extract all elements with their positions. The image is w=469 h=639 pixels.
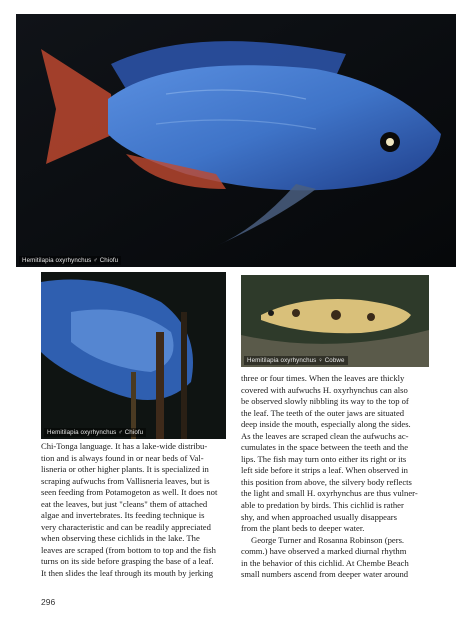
photo-caption: Hemitilapia oxyrhynchus ♂ Chiofu bbox=[19, 256, 121, 265]
text-line: the light and small H. oxyrhynchus are thus vulner- bbox=[241, 488, 418, 499]
text-line: scraping aufwuchs from Vallisneria leaves, but is bbox=[41, 475, 210, 486]
text-line: shy, and when approached usually disappears bbox=[241, 511, 397, 522]
female-fish-illustration bbox=[241, 275, 429, 367]
text-line: the leaf. The teeth of the outer jaws are situated bbox=[241, 407, 405, 418]
text-line: As the leaves are scraped clean the aufwuchs ac- bbox=[241, 430, 409, 441]
text-line: be observed slowly nibbling its way to the top of bbox=[241, 396, 409, 407]
photo-female-fish bbox=[241, 275, 429, 367]
photo-caption: Hemitilapia oxyrhynchus ♂ Chiofu bbox=[44, 428, 146, 437]
text-line: comm.) have observed a marked diurnal rhythm bbox=[241, 546, 407, 557]
text-line: Chi-Tonga language. It has a lake-wide distribu- bbox=[41, 441, 208, 451]
photo-caption: Hemitilapia oxyrhynchus ♀ Cobwe bbox=[244, 356, 348, 365]
text-line: leaves are scraped (from bottom to top and the fish bbox=[41, 544, 216, 555]
fish-illustration bbox=[16, 14, 456, 267]
text-line: this position from above, the silvery body reflects bbox=[241, 476, 412, 487]
photo-male-fish-large bbox=[16, 14, 456, 267]
text-line: cumulates in the space between the teeth and the bbox=[241, 442, 409, 453]
text-line: able to predation by birds. This cichlid is rather bbox=[241, 500, 404, 511]
text-line: from the plant beds to deeper water. bbox=[241, 523, 365, 534]
text-line: eat the leaves, but just "cleans" them of attached bbox=[41, 498, 208, 509]
text-line: three or four times. When the leaves are thickly bbox=[241, 373, 405, 383]
text-line: seen feeding from Potamogeton as well. It does not bbox=[41, 487, 218, 498]
photo-male-fish-closeup bbox=[41, 272, 226, 439]
text-line: left side before it strips a leaf. When observed in bbox=[241, 465, 408, 476]
text-line: It then slides the leaf through its mouth by jerking bbox=[41, 568, 214, 579]
text-line: turns on its side before grasping the base of a leaf. bbox=[41, 556, 214, 567]
text-line: deep inside the mouth, especially along the sides. bbox=[241, 419, 411, 430]
left-text-column bbox=[41, 441, 226, 580]
text-line: George Turner and Rosanna Robinson (pers. bbox=[251, 534, 405, 545]
text-line: when observing these cichlids in the lake. The bbox=[41, 533, 200, 544]
right-text-column bbox=[241, 373, 429, 581]
text-line: in the behavior of this cichlid. At Chembe Beach bbox=[241, 557, 409, 568]
text-line: algae and invertebrates. Its feeding technique is bbox=[41, 510, 205, 521]
text-line: lips. The fish may turn onto either its right or its bbox=[241, 453, 407, 464]
text-line: lisneria or other higher plants. It is specialized in bbox=[41, 464, 209, 475]
text-line: covered with aufwuchs H. oxyrhynchus can also bbox=[241, 384, 408, 395]
text-line: tion and is always found in or near beds of Val- bbox=[41, 452, 204, 463]
text-line: very characteristic and can be readily appreciated bbox=[41, 521, 211, 532]
page-number: 296 bbox=[41, 597, 56, 607]
text-line: small numbers ascend from deeper water around bbox=[241, 569, 409, 580]
fish-closeup-illustration bbox=[41, 272, 226, 439]
